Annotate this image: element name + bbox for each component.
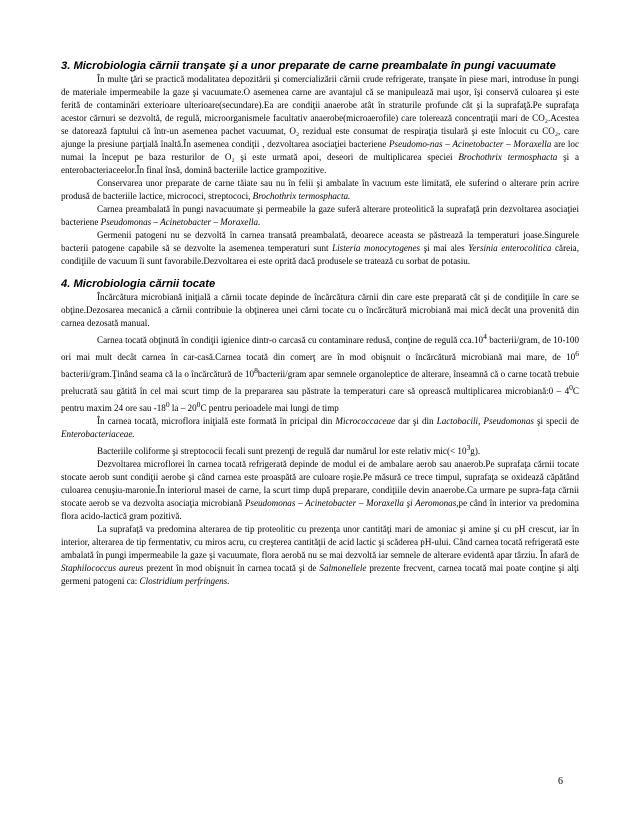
section-3-body [61, 73, 579, 268]
paragraph: La suprafaţă va predomina alterarea de tip proteolitic cu prezenţa unor cantităţi mari de amoniac şi amine şi cu pH crescut, iar în interior, alterarea de tip fermentativ, cu miros acru, cu creşterea cantităţii de acid lactic şi scăderea pH-ului. Când carnea tocată refrigerată este ambalată în pungi impermeabile la gaze şi vacuumate, flora aerobă nu se mai dezvoltă iar semnele de alterare evidentă apar târziu. În afară de Staphilococcus aureus prezent în mod obişnuit în carnea tocată şi de Salmonellele prezente frecvent, carnea tocată mai poate conţine şi alţi germeni patogeni ca: Clostridium perfringens. [61, 524, 579, 587]
page-number: 6 [558, 776, 563, 787]
paragraph: Dezvoltarea microflorei în carnea tocată refrigerată depinde de modul ei de ambalare aerob sau anaerob.Pe suprafaţa cărnii tocate stocate aerob sunt condiţii aerobe şi când carnea este proaspătă are culoare roşie.Pe măsură ce trece timpul, suprafaţa se oxidează căpătând culoarea cenuşiu-maronie.În interiorul masei de carne, la scurt timp după preparare, condiţiile devin anaerobe.Ca urmare pe supra-faţa cărnii stocate aerob se va dezvolta asociaţia microbiană Pseudomonas – Acinetobacter – Moraxella şi Aeromonas,pe când în interior va predomina flora acido-lactică gram pozitivă. [61, 459, 579, 522]
paragraph: Conservarea unor preparate de carne tăiate sau nu în felii şi ambalate în vacuum este limitată, ele suferind o alterare prin acrire produsă de bacteriile lactice, micrococi, streptococi, Brochothrix termosphacta. [61, 178, 579, 201]
paragraph: În multe ţări se practică modalitatea depozitării şi comercializării cărnii crude refrigerate, tranşate în piese mari, introduse în pungi de materiale impermeabile la gaze şi vacuumate.O asemenea carne are avantajul că se manipulează mai uşor, îşi conservă culoarea şi este ferită de contaminări exterioare ulterioare(secundare).Ea are condiţii anaerobe atât în straturile profunde cât şi la suprafaţă.Pe suprafaţa acestor cărnuri se dezvoltă, de regulă, microorganismele facultativ anaerobe(microaerofile) care tolerează concentraţii mari de CO₂.Acestea se datorează faptului că într-un asemenea pachet vacuumat, O₂ rezidual este consumat de respiraţia tisulară şi este înlocuit cu CO₂, care ajunge la presiune parţială înaltă.În asemenea condiţii , dezvoltarea asociaţiei bacteriene Pseudomo-nas – Acinetobacter – Moraxella are loc numai la început pe baza resturilor de O₂ şi este urmată apoi, deseori de multiplicarea speciei Brochothrix termosphacta şi a enterobacteriaceelor.În final însă, domină bacteriile lactice grampozitive. [61, 74, 579, 175]
paragraph: În carnea tocată, microflora iniţială este formată în pricipal din Micrococcaceae dar şi din Lactobacili, Pseudomonas şi specii de Enterobacteriaceae. [61, 416, 579, 440]
paragraph: Germenii patogeni nu se dezvoltă în carnea transată preambalată, deoarece aceasta se păstrează la temperaturi joase.Singurele bacterii patogene capabile să se dezvolte la asemenea temperaturi sunt Listeria monocytogenes şi mai ales Yersinia enterocolitica căreia, condiţiile de vacuum îi sunt favorabile.Dezvoltarea ei este oprită dacă produsele se tratează cu sorbat de potasiu. [61, 230, 579, 266]
section-3-heading: 3. Microbiologia cărnii tranşate şi a unor preparate de carne preambalate în pungi vacuumate [61, 60, 556, 72]
section-4-heading: 4. Microbiologia cărnii tocate [61, 278, 216, 290]
paragraph: Carnea preambalată în pungi navacuumate şi permeabile la gaze suferă alterare proteolitică la suprafaţă prin dezvoltarea asociaţiei bacteriene Pseudomonas – Acinetobacter – Moraxella. [61, 204, 579, 227]
paragraph: Carnea tocată obţinută în condiţii igienice dintr-o carcasă cu contaminare redusă, conţine de regulă $cca.10^4$ bacterii/gram, de 10-100 ori mai mult decât carnea în car-casă.Carnea tocată din comerţ are în mod obişnuit o încărcătură microbiană mai mare, de $10^6$ bacterii/gram.Ţinând seama că la o încărcătură de $10^8bacterii$/gram apar semnele organoleptice de alterare, înseamnă că o carne tocată trebuie prelucrată sau gătită în cel mai scurt timp de la prepararea sau păstrate la temperaturi care să oprească multiplicarea microbiană:0 – $4^0C$ pentru maxim 24 ore sau $-18^0$ la – $20^0C$ pentru perioadele mai lungi de timp [61, 332, 579, 414]
document-page [61, 60, 579, 588]
paragraph: Încărcătura microbiană iniţială a cărnii tocate depinde de încărcătura cărnii din care este preparată cât şi de condiţiile în care se obţine.Dezosarea mecanică a cărnii contribuie la obţinerea unei cărni tocate cu o încărcătură microbiană mai mică decât una provenită din carnea dezosată manual. [61, 292, 579, 328]
section-4-body [61, 291, 579, 588]
paragraph: Bacteriile coliforme şi streptococii fecali sunt prezenţi de regulă dar numărul lor este relativ $mic(< 10^3g)$. [97, 443, 481, 457]
